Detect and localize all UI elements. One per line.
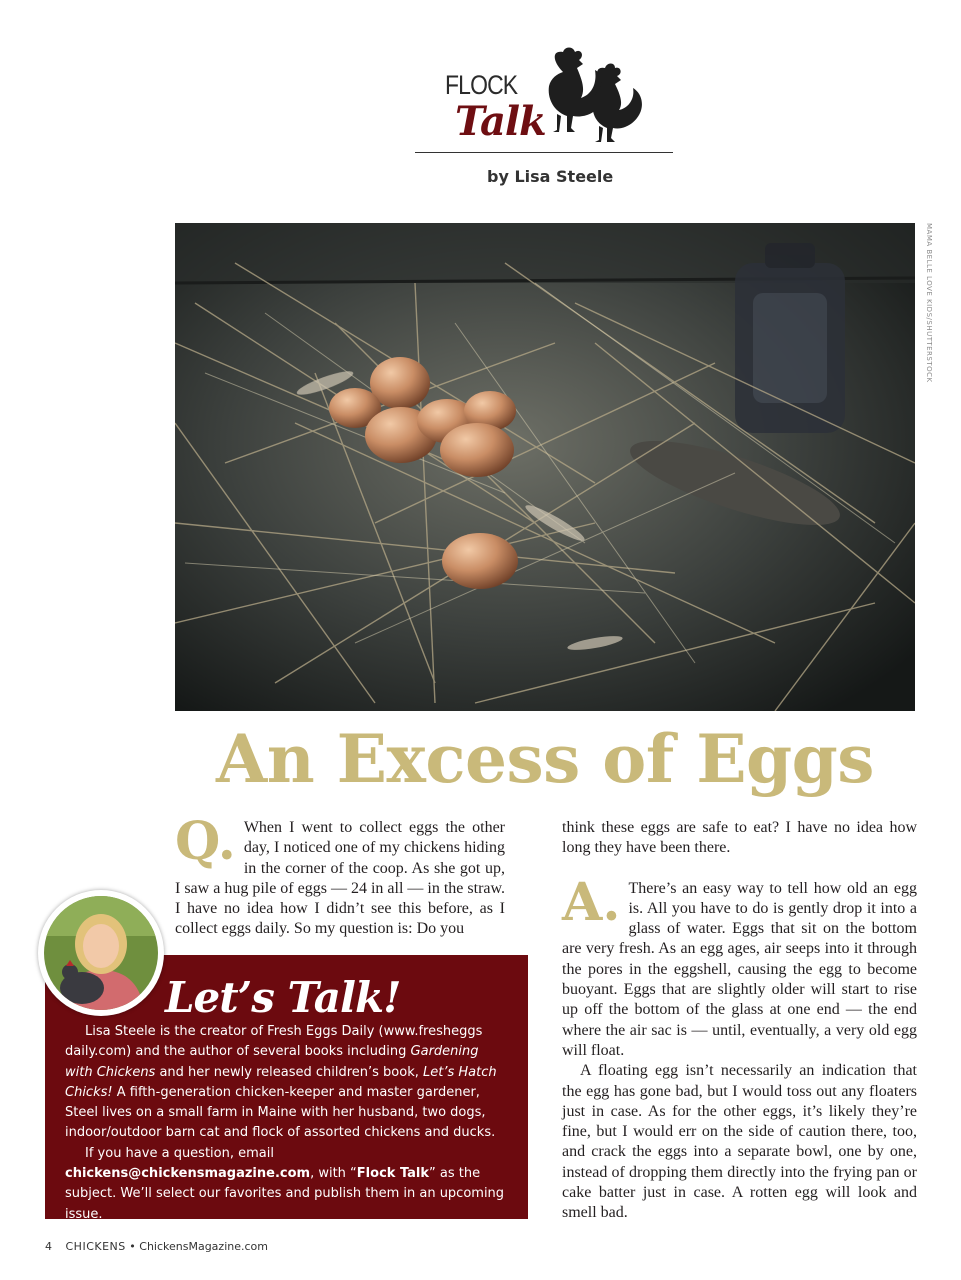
contact-paragraph [65,1144,505,1225]
contact-text-3: ” as the subject. We’ll select our favorites and publish them in an upcoming issue. [65,1166,505,1222]
answer-text-1: There’s an easy way to tell how old an egg is. All you have to do is gently drop it into a glass of water. Eggs that sit on the bottom are very fresh. As an egg ages, air seeps into it through the pores in the eggshell, causing the egg to become buoyant. Eggs that are slightly older will start to rise up off the bottom of the glass at one end — the end where the air sac is — until, eventually, a very old egg will float. [562,879,917,1059]
question-text-end: think these eggs are safe to eat? I have no idea how long they have been there. [562,819,917,857]
answer-paragraph-2: A floating egg isn’t necessarily an indication that the egg has gone bad, but I would toss out any floaters just in case. As for the other eggs, it’s likely they’re fine, but I would err on the side of caution there, too, and crack the eggs into a separate bowl, one by one, instead of dropping them directly into the frying pan or cake batter just in case. A rotten egg will look and smell bad. [562,1062,917,1222]
byline: by Lisa Steele [487,167,614,186]
roosters-icon [523,42,653,142]
masthead-flock-word: FLOCK [445,70,518,100]
flock-talk-masthead [415,40,675,155]
article-column-2 [562,818,917,1224]
footer-separator: • [129,1240,136,1253]
question-text-start: When I went to collect eggs the other day, I noticed one of my chickens hiding in the corner of the coop. As she got up, I saw a hug pile of eggs — 24 in all — in the straw. I have no idea how I didn’t see this before, as I collect eggs daily. So my question is: Do you [175,819,506,938]
contact-subject: Flock Talk [356,1166,430,1182]
lets-talk-heading: Let’s Talk! [165,973,401,1022]
photo-credit: MAMA BELLE LOVE KIDS/SHUTTERSTOCK [925,223,933,383]
answer-block [562,871,917,1224]
bio-text-2: and her newly released children’s book, [155,1064,424,1080]
page-footer [45,1240,268,1253]
question-paragraph [175,811,506,940]
author-bio [65,1022,505,1144]
contact-email-link[interactable]: chickens@chickensmagazine.com [65,1166,311,1182]
book-title-gardening: Gardening with Chickens [65,1044,479,1080]
magazine-website: ChickensMagazine.com [139,1240,268,1253]
bio-text-3: A fifth-generation chicken-keeper and master gardener, Steel lives on a small farm in Maine with her husband, two dogs, indoor/outdoor barn cat and flock of assorted chickens and ducks. [65,1084,496,1141]
masthead-divider [415,152,673,153]
bio-text-1: Lisa Steele is the creator of Fresh Eggs Daily (www.fresheggs daily.com) and the author of several books including [65,1024,483,1060]
contact-text-2: , with “ [310,1166,357,1182]
lets-talk-text [65,1022,505,1225]
page-number: 4 [45,1240,52,1253]
author-portrait-icon [44,896,158,1010]
author-avatar [38,890,164,1016]
article-headline: An Excess of Eggs [216,720,874,798]
contact-text-1: If you have a question, email [85,1145,274,1161]
article-column-1 [175,811,506,940]
question-dropcap: Q. [175,811,236,872]
nest-photo-illustration [175,223,915,711]
masthead-talk-word: Talk [455,98,546,145]
book-title-hatch-chicks: Let’s Hatch Chicks! [65,1064,497,1100]
magazine-name: CHICKENS [65,1240,126,1253]
answer-paragraph-1 [562,871,917,1062]
eggs-in-straw-photo [175,223,915,711]
answer-dropcap: A. [562,871,621,933]
